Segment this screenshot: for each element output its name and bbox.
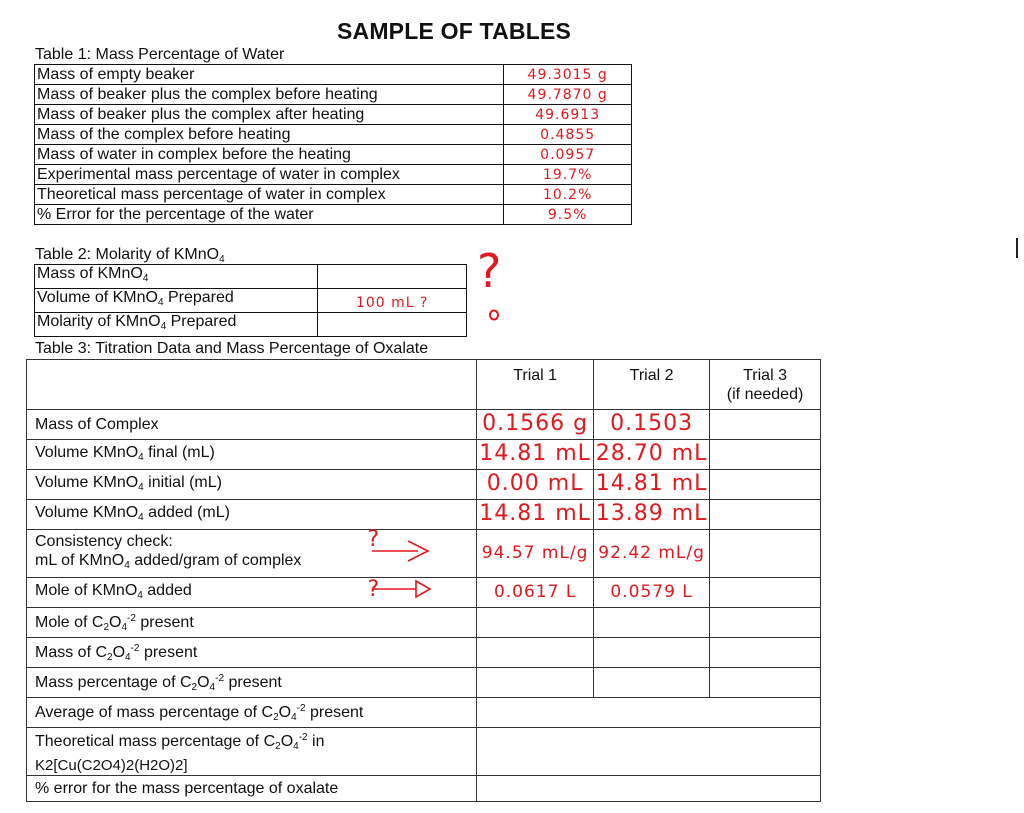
label-part: O [280,733,294,750]
handwritten-value: 10.2% [542,187,593,203]
table3-label [27,668,477,698]
table3-t2-cell [594,410,710,440]
table3-t3-cell [710,638,821,668]
label-part: -2 [296,702,306,714]
table3-t1-cell [477,530,594,578]
label-part: O [197,673,210,691]
table1-row [35,165,632,185]
table2-row [35,265,467,289]
handwritten-value: 49.6913 [535,107,601,123]
table3-caption: Table 3: Titration Data and Mass Percentage of Oxalate [35,340,429,357]
handwritten-value: 28.70 mL [595,441,708,466]
handwritten-value: 0.4855 [540,127,596,143]
handwritten-value: 19.7% [542,167,593,183]
label-part: 2 [273,711,279,723]
table2-value [318,289,467,313]
label-part: in [307,733,325,750]
label-part: initial (mL) [143,473,222,491]
handwritten-question-note: ? [367,527,381,552]
table3-label [27,698,477,728]
table3-t3-cell [710,470,821,500]
label-part: 4 [121,621,128,633]
table3-row [27,638,821,668]
handwritten-value: 100 mL ? [355,295,429,311]
handwritten-value: 14.81 mL [479,501,591,526]
label-part: 4 [160,321,167,332]
label-part: 4 [142,273,149,284]
table1-label: Mass of empty beaker [35,65,504,85]
margin-question-mark: ? [477,244,503,298]
table3-average_row [27,698,821,728]
header-trial3-line1: Trial 3 [743,367,787,384]
table1-row [35,145,632,165]
label-part: Volume of KMnO [37,289,158,306]
margin-dot-mark [488,309,500,321]
table3-t3-cell [710,530,821,578]
label-part: mL of KMnO [35,552,125,569]
label-part: -2 [127,612,136,624]
table1-value [504,165,632,185]
label-part: present [135,613,194,631]
table3-t1-cell [477,668,594,698]
label-part: 4 [209,681,216,693]
table3-t2-cell [594,668,710,698]
handwritten-value: 14.81 mL [479,441,591,466]
handwritten-value: 0.0579 L [610,582,693,602]
label-part: Mass of C [35,643,108,661]
label-part: 4 [125,651,131,663]
table3-t3-cell [710,440,821,470]
handwritten-value: 0.0617 L [493,582,577,602]
table2 [34,264,467,337]
table3-t2-cell [594,470,710,500]
label-line2: K2[Cu(C2O4)2(H2O)2] [35,757,188,774]
handwritten-value: 92.42 mL/g [598,543,705,563]
header-trial1: Trial 1 [477,360,594,410]
label-part: 2 [275,741,281,752]
label-part: 4 [138,481,144,493]
label-part: 4 [137,589,143,601]
table3-label [27,470,477,500]
table3-t1-cell [477,608,594,638]
table3-t3-cell [710,608,821,638]
handwritten-value: 14.81 mL [595,471,708,496]
table1-label: Experimental mass percentage of water in complex [35,165,504,185]
handwritten-value: 9.5% [547,207,588,223]
handwritten-value: 94.57 mL/g [481,543,589,563]
label-part: -2 [130,642,140,654]
handwritten-value: 0.0957 [540,147,596,163]
table2-label [35,265,318,289]
table3-label [27,410,477,440]
label-part: Molarity of KMnO [37,313,161,330]
handwritten-value: 0.1566 g [482,411,589,436]
label-part: Mass of Complex [35,416,159,433]
label-part: 4 [291,711,297,723]
label-part: O [278,703,292,721]
label-part: 2 [107,651,113,663]
label-part: -2 [215,672,225,684]
table1-row [35,85,632,105]
table1-row [35,125,632,145]
label-part: 2 [103,621,110,633]
table2-row [35,313,467,337]
label-part: Volume KMnO [35,503,139,521]
table1-value [504,185,632,205]
table3-t2-cell [594,530,710,578]
label-part: present [139,643,198,661]
table1-value [504,65,632,85]
table1-label: Mass of beaker plus the complex after heating [35,105,504,125]
label-part: added (mL) [143,503,230,521]
table1-value [504,85,632,105]
label-part: Mole of C [35,613,104,631]
table3-span-value [477,698,821,728]
label-part: Mass of KMnO [37,265,143,282]
label-part: Mass percentage of C [35,673,192,691]
table3-t2-cell [594,608,710,638]
table3-t3-cell [710,410,821,440]
table3-t3-cell [710,668,821,698]
handwritten-value: 0.00 mL [486,471,584,496]
table1-row [35,205,632,225]
table1-label: % Error for the percentage of the water [35,205,504,225]
table2-value [318,313,467,337]
table1-row [35,185,632,205]
table1-value [504,205,632,225]
table1-row [35,65,632,85]
table3-row [27,608,821,638]
label-part: added [142,581,192,599]
label-part: Volume KMnO [35,443,139,461]
table3-t3-cell [710,500,821,530]
edge-fragment [1016,238,1024,258]
table2-caption: Table 2: Molarity of KMnO$_4$ [35,246,225,265]
label-part: added/gram of complex [129,552,302,569]
table3-error_row [27,776,821,802]
label-part: Prepared [163,289,234,306]
label-part: 4 [138,511,144,523]
header-trial3 [710,360,821,410]
table3-label: % error for the mass percentage of oxalate [27,776,477,802]
table1-label: Theoretical mass percentage of water in complex [35,185,504,205]
handwritten-question-note: ? [367,577,381,602]
label-part: 4 [124,560,130,571]
table3-t1-cell [477,440,594,470]
table3-t1-cell [477,500,594,530]
handwritten-value: 0.1503 [610,411,694,436]
table3-row [27,440,821,470]
table3-t1-cell [477,578,594,608]
label-part: O [109,613,122,631]
table3-t1-cell [477,470,594,500]
table3-span-value [477,728,821,776]
annotation-arrows [360,535,440,605]
table2-label [35,289,318,313]
table3-label [27,500,477,530]
table1-value [504,125,632,145]
table1-value [504,145,632,165]
table1-value [504,105,632,125]
label-part: Mole of KMnO [35,581,138,599]
table3-t3-cell [710,578,821,608]
table3-label [27,728,477,776]
label-part: Prepared [166,313,237,330]
label-part: Volume KMnO [35,473,139,491]
handwritten-value: 13.89 mL [595,501,708,526]
label-part: 4 [138,451,144,463]
table1-row [35,105,632,125]
header-trial2: Trial 2 [594,360,710,410]
table3-span-value [477,776,821,802]
table1-label: Mass of the complex before heating [35,125,504,145]
label-part: present [305,703,364,721]
label-part: 4 [157,297,164,308]
table1-label: Mass of beaker plus the complex before heating [35,85,504,105]
table3-t1-cell [477,410,594,440]
table3-t2-cell [594,440,710,470]
table3-label [27,440,477,470]
table3-label [27,608,477,638]
table2-value [318,265,467,289]
label-line1: Consistency check: [35,533,173,550]
table3-row [27,668,821,698]
page-title: SAMPLE OF TABLES [336,18,572,44]
table3-theoretical_row [27,728,821,776]
table2-label [35,313,318,337]
table1-caption: Table 1: Mass Percentage of Water [35,46,285,63]
table3-row [27,470,821,500]
handwritten-value: 49.7870 g [527,87,608,103]
table3-t2-cell [594,638,710,668]
table3-row [27,500,821,530]
arrow-head-2 [416,581,430,597]
label-part: Theoretical mass percentage of C [35,733,276,750]
label-part: Average of mass percentage of C [35,703,274,721]
label-part: final (mL) [143,443,215,461]
table3-header-row [27,360,821,410]
label-part: 4 [293,741,299,752]
table3-t2-cell [594,578,710,608]
label-part: O [112,643,126,661]
table3-t1-cell [477,638,594,668]
label-part: 2 [191,681,198,693]
table3-t2-cell [594,500,710,530]
handwritten-value: 49.3015 g [527,67,608,83]
label-part: -2 [298,732,308,743]
table2-row [35,289,467,313]
table1 [34,64,632,225]
table3-row [27,410,821,440]
header-empty-cell [27,360,477,410]
header-trial3-line2: (if needed) [726,386,804,403]
table3-label [27,638,477,668]
table1-label: Mass of water in complex before the heating [35,145,504,165]
label-part: present [224,673,282,691]
label-line1 [35,728,468,756]
